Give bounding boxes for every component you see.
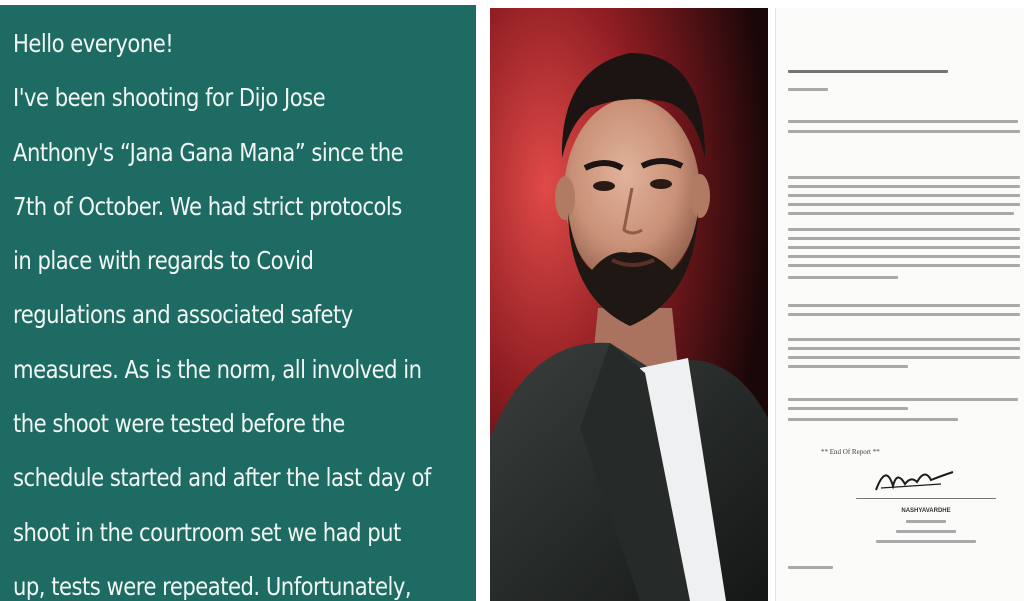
doc-text-line (788, 255, 1020, 258)
doc-text-line (788, 246, 1020, 249)
post-line: Hello everyone! (13, 29, 174, 58)
post-text (13, 17, 431, 601)
doc-text-line (788, 276, 898, 279)
doc-text-line (788, 185, 1020, 188)
social-post-panel (0, 5, 476, 601)
post-line: 7th of October. We had strict protocols (13, 191, 402, 221)
eye-left (593, 181, 615, 191)
doc-text-line (788, 130, 1020, 133)
post-line: schedule started and after the last day of (13, 463, 431, 493)
doc-text-line (788, 176, 1020, 179)
doc-text-line (788, 566, 833, 569)
doc-text-line (788, 313, 1020, 316)
doc-text-line (788, 407, 908, 410)
doc-text-line (788, 70, 948, 73)
post-line: Anthony's “Jana Gana Mana” since the (13, 137, 404, 167)
scanned-document (775, 8, 1024, 601)
doc-text-line (788, 347, 1020, 350)
ear-left (555, 176, 575, 220)
signatory-name: NASHYAVARDHE (901, 508, 951, 514)
eye-right (650, 179, 672, 189)
doc-text-line (896, 530, 956, 533)
doc-text-line (788, 120, 1018, 123)
doc-text-line (906, 520, 946, 523)
doc-text-line (788, 264, 1020, 267)
signature-rule (856, 498, 996, 499)
post-line: regulations and associated safety (13, 300, 353, 330)
portrait-photo (490, 8, 768, 601)
doc-text-line (788, 418, 958, 421)
doc-text-line (788, 365, 908, 368)
post-line: up, tests were repeated. Unfortunately, (13, 571, 412, 601)
post-line: shoot in the courtroom set we had put (13, 517, 401, 547)
doc-text-line (788, 203, 1020, 206)
post-line: in place with regards to Covid (13, 246, 314, 276)
end-of-report-label: ** End Of Report ** (821, 448, 880, 456)
ear-right (690, 174, 710, 218)
signature-mark (871, 458, 961, 498)
post-line: the shoot were tested before the (13, 409, 345, 439)
doc-text-line (876, 540, 976, 543)
post-line: measures. As is the norm, all involved in (13, 354, 422, 384)
doc-text-line (788, 398, 1018, 401)
doc-text-line (788, 356, 1020, 359)
post-line: I've been shooting for Dijo Jose (13, 83, 326, 113)
doc-text-line (788, 194, 1020, 197)
doc-text-line (788, 304, 1020, 307)
doc-text-line (788, 228, 1020, 231)
doc-text-line (788, 338, 1020, 341)
doc-text-line (788, 237, 1020, 240)
doc-text-line (788, 88, 828, 91)
portrait-illustration (490, 8, 768, 601)
doc-text-line (788, 212, 1014, 215)
